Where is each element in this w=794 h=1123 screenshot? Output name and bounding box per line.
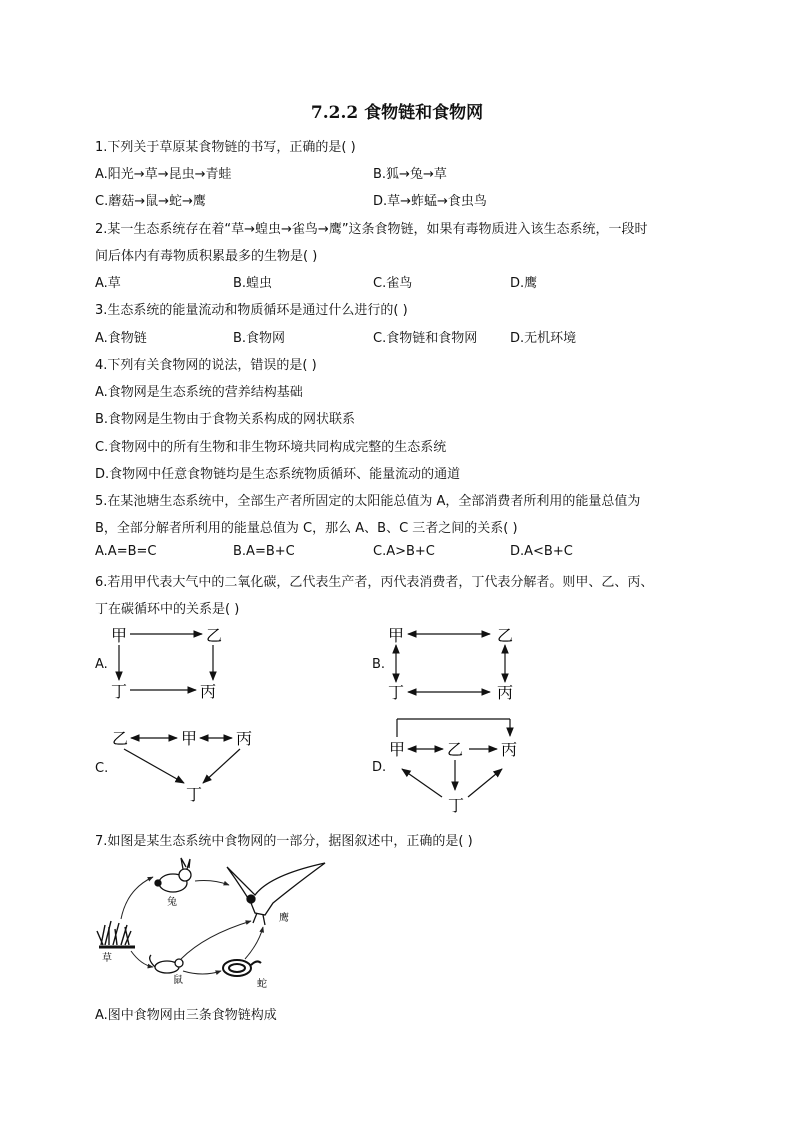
diagram-a-node-yi: 乙 (206, 626, 223, 645)
diagram-c-node-ding: 丁 (186, 785, 203, 804)
diagram-a-node-jia: 甲 (111, 626, 128, 645)
snake-label: 蛇 (257, 979, 267, 990)
diagram-b-node-bing: 丙 (497, 683, 514, 702)
q1-stem: 1.下列关于草原某食物链的书写，正确的是( ) (95, 140, 356, 155)
q5-stem-line1: 5.在某池塘生态系统中，全部生产者所固定的太阳能总值为 A，全部消费者所利用的能量总值为 (95, 494, 641, 509)
q2-option-c: C.雀鸟 (373, 276, 413, 291)
q7-option-a: A.图中食物网由三条食物链构成 (95, 1008, 277, 1023)
q4-option-d: D.食物网中任意食物链均是生态系统物质循环、能量流动的通道 (95, 467, 461, 482)
diagram-c-node-jia: 甲 (181, 729, 198, 748)
q5-option-c: C.A>B+C (373, 544, 435, 559)
q3-stem: 3.生态系统的能量流动和物质循环是通过什么进行的( ) (95, 303, 408, 318)
diagram-d-node-bing: 丙 (501, 740, 518, 759)
q4-option-c: C.食物网中的所有生物和非生物环境共同构成完整的生态系统 (95, 440, 447, 455)
q6-option-c-label: C. (95, 761, 109, 776)
q6-option-d-label: D. (372, 760, 387, 775)
diagram-a-node-ding: 丁 (111, 682, 128, 701)
q7-stem: 7.如图是某生态系统中食物网的一部分，据图叙述中，正确的是( ) (95, 834, 473, 849)
q2-stem-line1: 2.某一生态系统存在着“草→蝗虫→雀鸟→鹰”这条食物链，如果有毒物质进入该生态系统，一段时 (95, 222, 648, 237)
page-title: 7.2.2 食物链和食物网 (310, 103, 484, 123)
mouse-label: 鼠 (173, 975, 183, 986)
q6-option-a-label: A. (95, 657, 108, 672)
q6-diagram-c (112, 729, 252, 804)
snake-icon (223, 960, 261, 976)
mouse-icon (150, 955, 183, 973)
diagram-b-node-jia: 甲 (388, 626, 405, 645)
q1-option-c: C.蘑菇→鼠→蛇→鹰 (95, 194, 206, 209)
diagram-d-node-ding: 丁 (448, 796, 465, 815)
q4-option-a: A.食物网是生态系统的营养结构基础 (95, 385, 303, 400)
diagram-a-node-bing: 丙 (200, 682, 217, 701)
rabbit-icon (155, 858, 191, 892)
diagram-b-node-ding: 丁 (388, 683, 405, 702)
q5-option-a: A.A=B=C (95, 544, 157, 559)
q4-stem: 4.下列有关食物网的说法，错误的是( ) (95, 358, 317, 373)
q6-diagram-b (388, 626, 513, 702)
q1-option-d: D.草→蚱蜢→食虫鸟 (373, 194, 487, 209)
q6-option-b-label: B. (372, 657, 386, 672)
q5-option-d: D.A<B+C (510, 544, 573, 559)
q5-option-b: B.A=B+C (233, 544, 295, 559)
diagram-c-node-yi: 乙 (112, 729, 129, 748)
q1-option-a: A.阳光→草→昆虫→青蛙 (95, 167, 232, 182)
q3-option-a: A.食物链 (95, 331, 147, 346)
eagle-icon (227, 863, 325, 925)
diagram-b-node-yi: 乙 (497, 626, 514, 645)
q5-stem-line2: B，全部分解者所利用的能量总值为 C，那么 A、B、C 三者之间的关系( ) (95, 521, 518, 536)
q6-diagram-a (111, 626, 222, 701)
q2-option-a: A.草 (95, 276, 121, 291)
q1-option-b: B.狐→兔→草 (373, 167, 447, 182)
rabbit-label: 兔 (167, 897, 177, 908)
q6-stem-line1: 6.若用甲代表大气中的二氧化碳，乙代表生产者，丙代表消费者，丁代表分解者。则甲、乙、丙、 (95, 575, 654, 590)
q2-option-b: B.蝗虫 (233, 276, 273, 291)
diagram-d-node-yi: 乙 (447, 740, 464, 759)
q2-option-d: D.鹰 (510, 276, 538, 291)
eagle-label: 鹰 (279, 913, 289, 924)
q3-option-b: B.食物网 (233, 331, 286, 346)
q3-option-c: C.食物链和食物网 (373, 331, 478, 346)
q6-stem-line2: 丁在碳循环中的关系是( ) (95, 602, 240, 617)
grass-icon (97, 921, 135, 947)
q4-option-b: B.食物网是生物由于食物关系构成的网状联系 (95, 412, 356, 427)
q3-option-d: D.无机环境 (510, 331, 577, 346)
q6-diagram-d (389, 719, 517, 815)
grass-label: 草 (102, 953, 112, 964)
q7-food-web-illustration (95, 855, 335, 995)
diagram-c-node-bing: 丙 (236, 729, 253, 748)
diagram-d-node-jia: 甲 (389, 740, 406, 759)
q2-stem-line2: 间后体内有毒物质积累最多的生物是( ) (95, 249, 318, 264)
